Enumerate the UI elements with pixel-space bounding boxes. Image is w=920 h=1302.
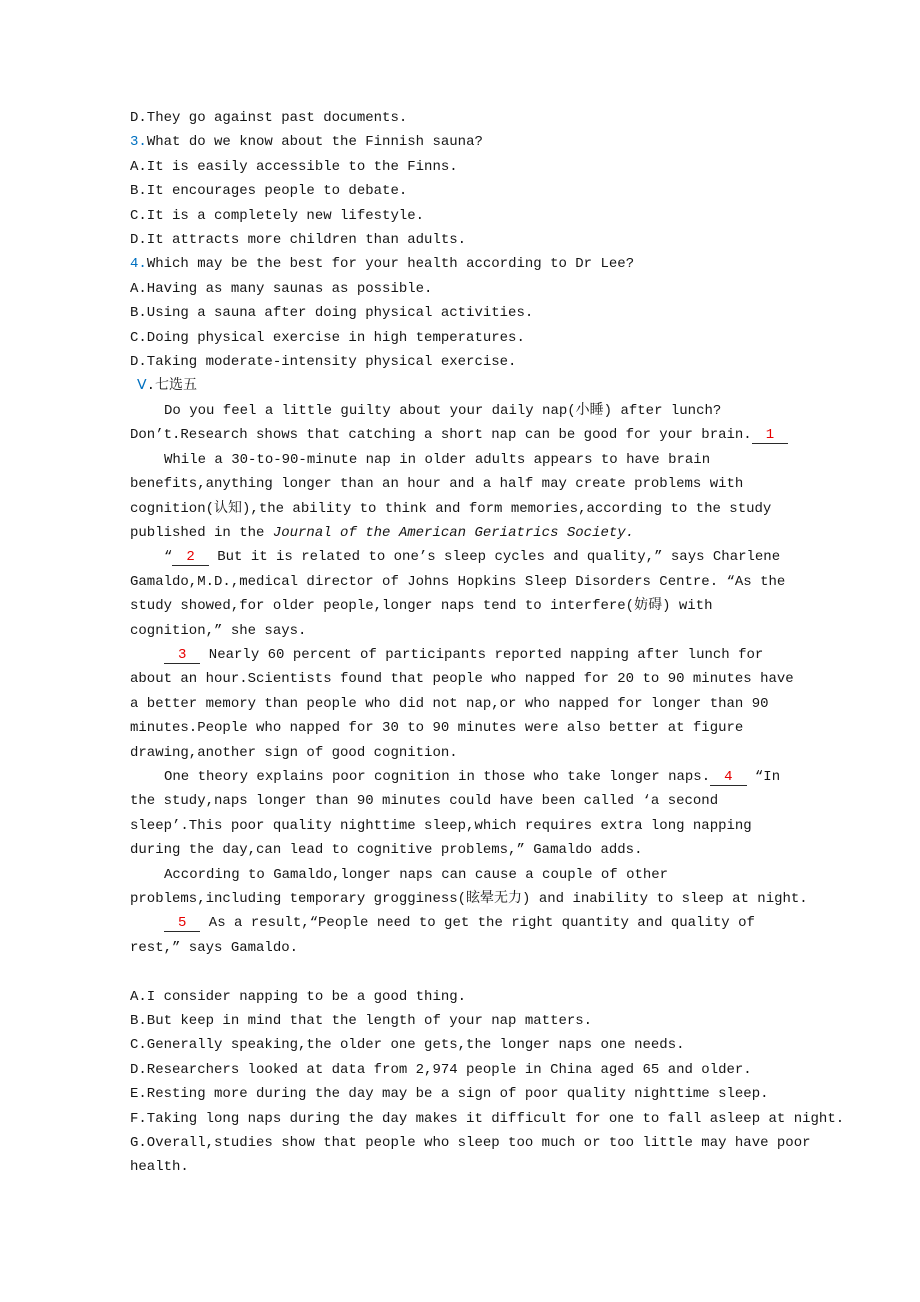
passage-paragraph: While a 30-to-90-minute nap in older adults appears to have brain benefits,anything longer than an hour and a half may create problems with cognition(认知),the ability to think and form memories,according to the study published in the Journal of the American Geriatrics Society. xyxy=(130,451,772,541)
mcq-option-line: A.Having as many saunas as possible. xyxy=(130,280,433,297)
journal-title: Journal of the American Geriatrics Society. xyxy=(272,524,635,541)
blank-4: 4 xyxy=(710,769,746,786)
mcq-section xyxy=(130,106,810,374)
mcq-option-line: B.It encourages people to debate. xyxy=(130,183,408,200)
passage-paragraph: According to Gamaldo,longer naps can cause a couple of other problems,including temporary grogginess(眩晕无力) and inability to sleep at night. xyxy=(130,866,808,907)
question-number: 4. xyxy=(130,256,147,273)
answer-option: F.Taking long naps during the day makes it difficult for one to fall asleep at night. xyxy=(130,1110,845,1127)
mcq-option-line: B.Using a sauna after doing physical activities. xyxy=(130,305,534,322)
mcq-question-line: 3.What do we know about the Finnish sauna? xyxy=(130,134,483,151)
mcq-option-line: A.It is easily accessible to the Finns. xyxy=(130,158,458,175)
options-list xyxy=(130,985,850,1180)
answer-option: A.I consider napping to be a good thing. xyxy=(130,988,467,1005)
passage-paragraph: Do you feel a little guilty about your daily nap(小睡) after lunch?Don’t.Research shows that catching a short nap can be good for your brain. 1 xyxy=(130,399,810,448)
passage-paragraph: 3 Nearly 60 percent of participants reported napping after lunch for about an hour.Scientists found that people who napped for 20 to 90 minutes have a better memory than people who did not nap,or who napped for longer than 90 minutes.People who napped for 30 to 90 minutes were also better at figure drawing,another sign of good cognition. xyxy=(130,646,794,761)
mcq-option-line: C.It is a completely new lifestyle. xyxy=(130,207,425,224)
answer-option: C.Generally speaking,the older one gets,the longer naps one needs. xyxy=(130,1037,685,1054)
answer-option: E.Resting more during the day may be a sign of poor quality nighttime sleep. xyxy=(130,1086,769,1103)
blank-1: 1 xyxy=(752,427,788,444)
mcq-option-line: D.It attracts more children than adults. xyxy=(130,232,467,249)
answer-option: D.Researchers looked at data from 2,974 people in China aged 65 and older. xyxy=(130,1061,752,1078)
blank-5: 5 xyxy=(164,915,200,932)
mcq-option-line: D.Taking moderate-intensity physical exercise. xyxy=(130,354,517,371)
answer-option: G.Overall,studies show that people who sleep too much or too little may have poor health. xyxy=(130,1135,811,1176)
passage-paragraph: 5 As a result,“People need to get the right quantity and quality of rest,” says Gamaldo. xyxy=(130,915,755,956)
blank-3: 3 xyxy=(164,647,200,664)
section-number: Ⅴ xyxy=(137,378,147,395)
section-title: .七选五 xyxy=(146,378,197,395)
mcq-question-line: 4.Which may be the best for your health according to Dr Lee? xyxy=(130,256,635,273)
passage xyxy=(130,399,810,960)
blank-2: 2 xyxy=(172,549,208,566)
mcq-option-line: C.Doing physical exercise in high temperatures. xyxy=(130,329,525,346)
mcq-option-line: D.They go against past documents. xyxy=(130,110,408,126)
passage-paragraph: “ 2 But it is related to one’s sleep cycles and quality,” says Charlene Gamaldo,M.D.,medical director of Johns Hopkins Sleep Disorders Centre. “As the study showed,for older people,longer naps tend to interfere(妨碍) with cognition,” she says. xyxy=(130,549,786,639)
passage-paragraph: One theory explains poor cognition in those who take longer naps. 4 “In the study,naps longer than 90 minutes could have been called ‘a second sleep’.This poor quality nighttime sleep,which requires extra long napping during the day,can lead to cognitive problems,” Gamaldo adds. xyxy=(130,768,781,859)
section-header xyxy=(130,374,810,398)
answer-option: B.But keep in mind that the length of your nap matters. xyxy=(130,1013,593,1030)
question-number: 3. xyxy=(130,134,147,151)
